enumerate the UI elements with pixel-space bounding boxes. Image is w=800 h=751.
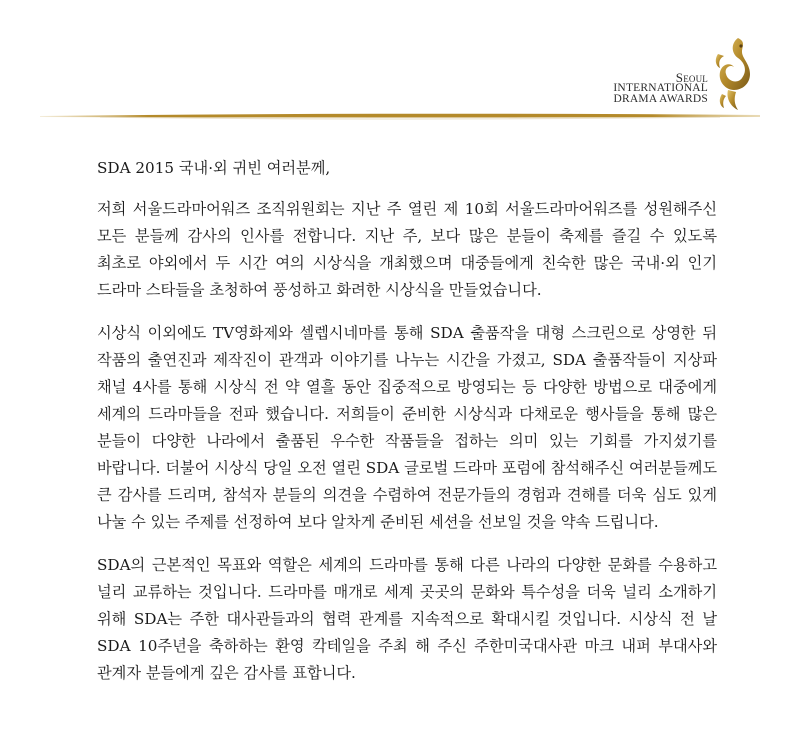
letterhead (0, 0, 800, 130)
logo-line-drama-awards: DRAMA AWARDS (613, 93, 708, 105)
letter-salutation: SDA 2015 국내·외 귀빈 여러분께, (97, 159, 331, 177)
letter-paragraph-2: 시상식 이외에도 TV영화제와 셀렙시네마를 통해 SDA 출품작을 대형 스크린으로 상영한 뒤 작품의 출연진과 제작진이 관객과 이야기를 나누는 시간을 가졌고, SDA 출품작들이 지상파 채널 4사를 통해 시상식 전 약 열흘 동안 집중적으로 방영되는 등 다양한 방법으로 대중에게 세계의 드라마들을 전파 했습니다. 저희들이 준비한 시상식과 다채로운 행사들을 통해 많은 분들이 다양한 나라에서 출품된 우수한 작품들을 접하는 의미 있는 기회를 가지셨기를 바랍니다. 더불어 시상식 당일 오전 열린 SDA 글로벌 드라마 포럼에 참석해주신 여러분들께도 큰 감사를 드리며, 참석자 분들의 의견을 수렴하여 전문가들의 경험과 견해를 더욱 심도 있게 나눌 수 있는 주제를 선정하여 보다 알차게 준비된 세션을 선보일 것을 약속 드립니다. (97, 324, 717, 531)
logo-line-international: INTERNATIONAL (613, 82, 708, 94)
letter-paragraph-1: 저희 서울드라마어워즈 조직위원회는 지난 주 열린 제 10회 서울드라마어워즈를 성원해주신 모든 분들께 감사의 인사를 전합니다. 지난 주, 보다 많은 분들이 축제를 즐길 수 있도록 최초로 야외에서 두 시간 여의 시상식을 개최했으며 대중들에게 친숙한 많은 국내·외 인기 드라마 스타들을 초청하여 풍성하고 화려한 시상식을 만들었습니다. (97, 200, 717, 299)
golden-dragon-emblem-icon (708, 34, 754, 114)
letter-body (97, 155, 717, 703)
letter-paragraph-3: SDA의 근본적인 목표와 역할은 세계의 드라마를 통해 다른 나라의 다양한 문화를 수용하고 널리 교류하는 것입니다. 드라마를 매개로 세계 곳곳의 문화와 특수성을 더욱 널리 소개하기 위해 SDA는 주한 대사관들과의 협력 관계를 지속적으로 확대시킬 것입니다. 시상식 전 날 SDA 10주년을 축하하는 환영 칵테일을 주최 해 주신 주한미국대사관 마크 내퍼 부대사와 관계자 분들에게 깊은 감사를 표합니다. (97, 556, 717, 682)
logo-line-seoul: Seoul (675, 70, 708, 85)
logo-wordmark (613, 72, 708, 105)
header-gold-rule (40, 109, 760, 123)
